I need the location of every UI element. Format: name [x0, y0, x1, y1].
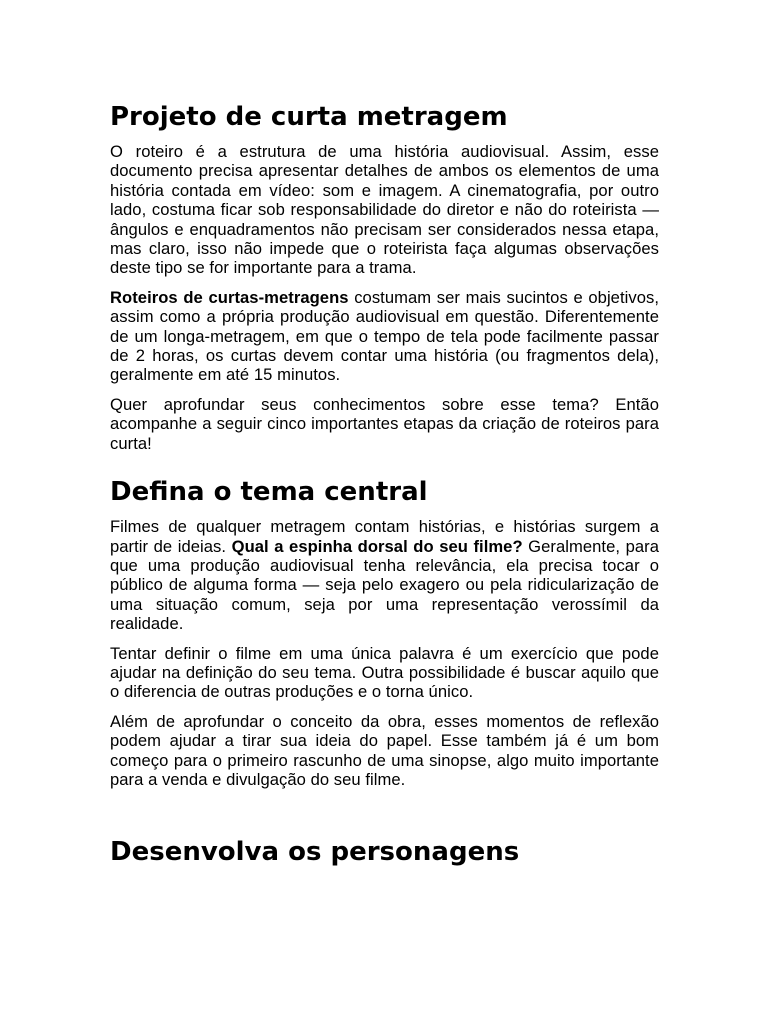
paragraph-text: O roteiro é a estrutura de uma história audiovisual. Assim, esse documento precisa apresentar detalhes de ambos os elementos de uma história contada em vídeo: som e imagem. A cinematografia, por outro lado, costuma ficar sob responsabilidade do diretor e não do roteirista — ângulos e enquadramentos não precisam ser considerados nessa etapa, mas claro, isso não impede que o roteirista faça algumas observações deste tipo se for importante para a trama. — [110, 142, 659, 278]
section-title-projeto: Projeto de curta metragem — [110, 102, 508, 132]
paragraph — [110, 712, 659, 790]
paragraph-text: Além de aprofundar o conceito da obra, esses momentos de reflexão podem ajudar a tirar sua ideia do papel. Esse também já é um bom começo para o primeiro rascunho de uma sinopse, algo muito importante para a venda e divulgação do seu filme. — [110, 711, 659, 789]
paragraph — [110, 142, 659, 278]
paragraph-text: costumam ser mais sucintos e objetivos, assim como a própria produção audiovisual em questão. Diferentemente de um longa-metragem, em que o tempo de tela pode facilmente passar de 2 horas, os curtas devem contar uma história (ou fragmentos dela), geralmente em até 15 minutos. — [110, 287, 659, 385]
paragraph-text: Tentar definir o filme em uma única palavra é um exercício que pode ajudar na definição do seu tema. Outra possibilidade é buscar aquilo que o diferencia de outras produções e o torna único. — [110, 643, 659, 702]
paragraph — [110, 395, 659, 453]
paragraph — [110, 644, 659, 702]
paragraph-text: Quer aprofundar seus conhecimentos sobre esse tema? Então acompanhe a seguir cinco importantes etapas da criação de roteiros para curta! — [110, 394, 659, 453]
section-title-tema: Defina o tema central — [110, 477, 428, 508]
paragraph — [110, 288, 659, 385]
document-page — [110, 100, 659, 877]
paragraph-text: Filmes de qualquer metragem contam histórias, e histórias surgem a partir de ideias. — [110, 517, 659, 556]
paragraph — [110, 517, 659, 633]
paragraph-bold-text: Qual a espinha dorsal do seu filme? — [231, 536, 523, 556]
paragraph-bold-text: Roteiros de curtas-metragens — [110, 287, 349, 307]
section-title-personagens: Desenvolva os personagens — [110, 837, 520, 868]
paragraph-text: Geralmente, para que uma produção audiovisual tenha relevância, ela precisa tocar o público de alguma forma — seja pelo exagero ou pela ridicularização de uma situação comum, seja por uma representação verossímil da realidade. — [110, 536, 659, 634]
